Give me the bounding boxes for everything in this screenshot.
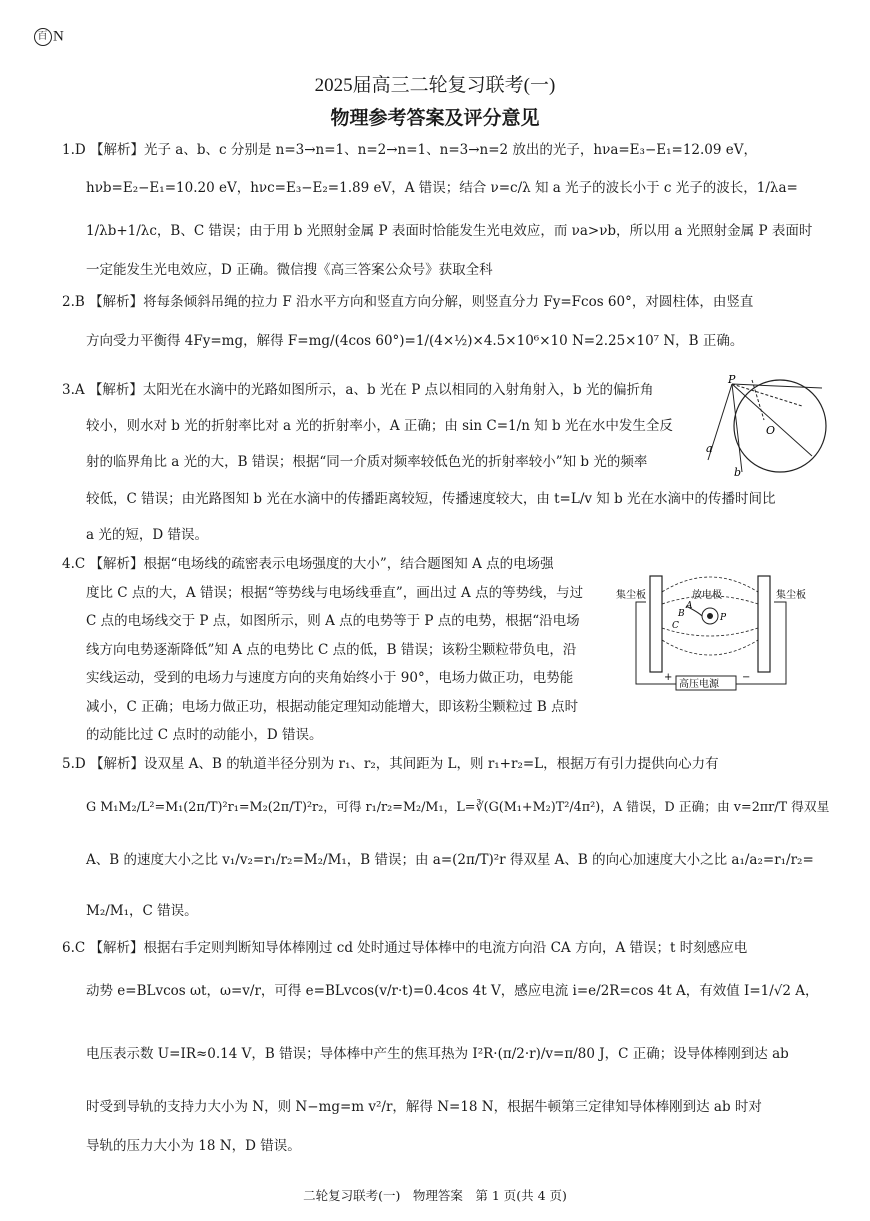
q6-line-4: 时受到导轨的支持力大小为 N，则 N−mg=m v²/r，解得 N=18 N，根据牛顿第三定律知导体棒刚到达 ab 时对	[86, 1099, 762, 1115]
fig4-minus: −	[742, 672, 751, 683]
fig3-label-a: a	[706, 442, 713, 455]
q4-line-5: 实线运动，受到的电场力与速度方向的夹角始终小于 90°，电场力做正功，电势能	[86, 670, 574, 686]
corner-mark	[34, 28, 65, 46]
q4-line-3: C 点的电场线交于 P 点，如图所示，则 A 点的电势等于 P 点的电势，根据“沿电场	[86, 613, 580, 629]
q5-line-3: A、B 的速度大小之比 v₁/v₂=r₁/r₂=M₂/M₁，B 错误；由 a=(2π/T)²r 得双星 A、B 的向心加速度大小之比 a₁/a₂=r₁/r₂=	[86, 852, 814, 868]
fig4-label-A: A	[686, 601, 693, 611]
fig4-label-B: B	[678, 609, 685, 619]
q3-line-2: 较小，则水对 b 光的折射率比对 a 光的折射率小，A 正确；由 sin C=1/n 知 b 光在水中发生全反	[86, 418, 673, 434]
exam-title: 2025届高三二轮复习联考(一)	[314, 75, 556, 96]
corner-mark-circle: 百	[34, 28, 52, 46]
fig4-plus: +	[664, 672, 673, 683]
fig3-label-b: b	[734, 466, 742, 479]
q4-line-4: 线方向电势逐渐降低”知 A 点的电势比 C 点的低，B 错误；该粉尘颗粒带负电，沿	[86, 642, 577, 658]
fig4-label-C: C	[672, 621, 679, 631]
q5-line-2: G M₁M₂/L²=M₁(2π/T)²r₁=M₂(2π/T)²r₂，可得 r₁/r₂=M₂/M₁，L=∛(G(M₁+M₂)T²/4π²)，A 错误，D 正确；由 v=2πr/T 得双星	[86, 800, 830, 815]
q3-line-5: a 光的短，D 错误。	[86, 527, 208, 543]
q6-line-3: 电压表示数 U=IR≈0.14 V，B 错误；导体棒中产生的焦耳热为 I²R·(π/2·r)/v=π/80 J，C 正确；设导体棒刚到达 ab	[86, 1046, 789, 1062]
water-drop-figure	[702, 372, 832, 484]
q5-line-1: 5.D 【解析】设双星 A、B 的轨道半径分别为 r₁、r₂，其间距为 L，则 r₁+r₂=L，根据万有引力提供向心力有	[62, 756, 719, 772]
q5-line-4: M₂/M₁，C 错误。	[86, 903, 198, 919]
q3-line-1: 3.A 【解析】太阳光在水滴中的光路如图所示，a、b 光在 P 点以相同的入射角射入，b 光的偏折角	[62, 382, 654, 398]
q6-line-2: 动势 e=BLvcos ωt，ω=v/r，可得 e=BLvcos(v/r·t)=0.4cos 4t V，感应电流 i=e/2R=cos 4t A，有效值 I=1/√2 A，	[86, 983, 819, 999]
fig4-label-P: P	[720, 613, 727, 623]
q1-line-1: 1.D 【解析】光子 a、b、c 分别是 n=3→n=1、n=2→n=1、n=3→n=2 放出的光子，hνa=E₃−E₁=12.09 eV，	[62, 142, 758, 158]
q2-line-1: 2.B 【解析】将每条倾斜吊绳的拉力 F 沿水平方向和竖直方向分解，则竖直分力 Fy=Fcos 60°，对圆柱体，由竖直	[62, 294, 754, 310]
page-footer: 二轮复习联考(一) 物理答案 第 1 页(共 4 页)	[303, 1188, 567, 1203]
fig3-label-O: O	[766, 424, 776, 437]
corner-mark-letter: N	[53, 28, 65, 45]
answer-subtitle: 物理参考答案及评分意见	[330, 108, 540, 129]
q4-line-1: 4.C 【解析】根据“电场线的疏密表示电场强度的大小”，结合题图知 A 点的电场强	[62, 556, 554, 572]
fig4-power-label: 高压电源	[679, 679, 719, 690]
q1-line-3: 1/λb+1/λc，B、C 错误；由于用 b 光照射金属 P 表面时恰能发生光电效应，而 νa>νb，所以用 a 光照射金属 P 表面时	[86, 223, 813, 239]
q1-line-4: 一定能发生光电效应，D 正确。微信搜《高三答案公众号》获取全科	[86, 262, 493, 278]
q4-line-6: 减小，C 正确；电场力做正功，根据动能定理知动能增大，即该粉尘颗粒过 B 点时	[86, 699, 579, 715]
fig3-label-P: P	[728, 373, 736, 386]
fig4-left-plate-label: 集尘板	[616, 590, 646, 601]
q4-line-2: 度比 C 点的大，A 错误；根据“等势线与电场线垂直”，画出过 A 点的等势线，与过	[86, 585, 584, 601]
q3-line-4: 较低，C 错误；由光路图知 b 光在水滴中的传播距离较短，传播速度较大，由 t=L/v 知 b 光在水滴中的传播时间比	[86, 491, 776, 507]
dust-collector-figure	[616, 552, 830, 704]
fig4-electrode-label: 放电极	[692, 590, 722, 601]
q4-line-7: 的动能比过 C 点时的动能小，D 错误。	[86, 727, 323, 743]
q6-line-5: 导轨的压力大小为 18 N，D 错误。	[86, 1138, 301, 1154]
q3-line-3: 射的临界角比 a 光的大，B 错误；根据“同一介质对频率较低色光的折射率较小”知 b 光的频率	[86, 454, 648, 470]
q1-line-2: hνb=E₂−E₁=10.20 eV，hνc=E₃−E₂=1.89 eV，A 错误；结合 ν=c/λ 知 a 光子的波长小于 c 光子的波长，1/λa=	[86, 180, 798, 196]
q6-line-1: 6.C 【解析】根据右手定则判断知导体棒刚过 cd 处时通过导体棒中的电流方向沿 CA 方向，A 错误；t 时刻感应电	[62, 940, 748, 956]
fig4-right-plate-label: 集尘板	[776, 590, 806, 601]
q2-line-2: 方向受力平衡得 4Fy=mg，解得 F=mg/(4cos 60°)=1/(4×½)×4.5×10⁶×10 N=2.25×10⁷ N，B 正确。	[86, 333, 744, 349]
